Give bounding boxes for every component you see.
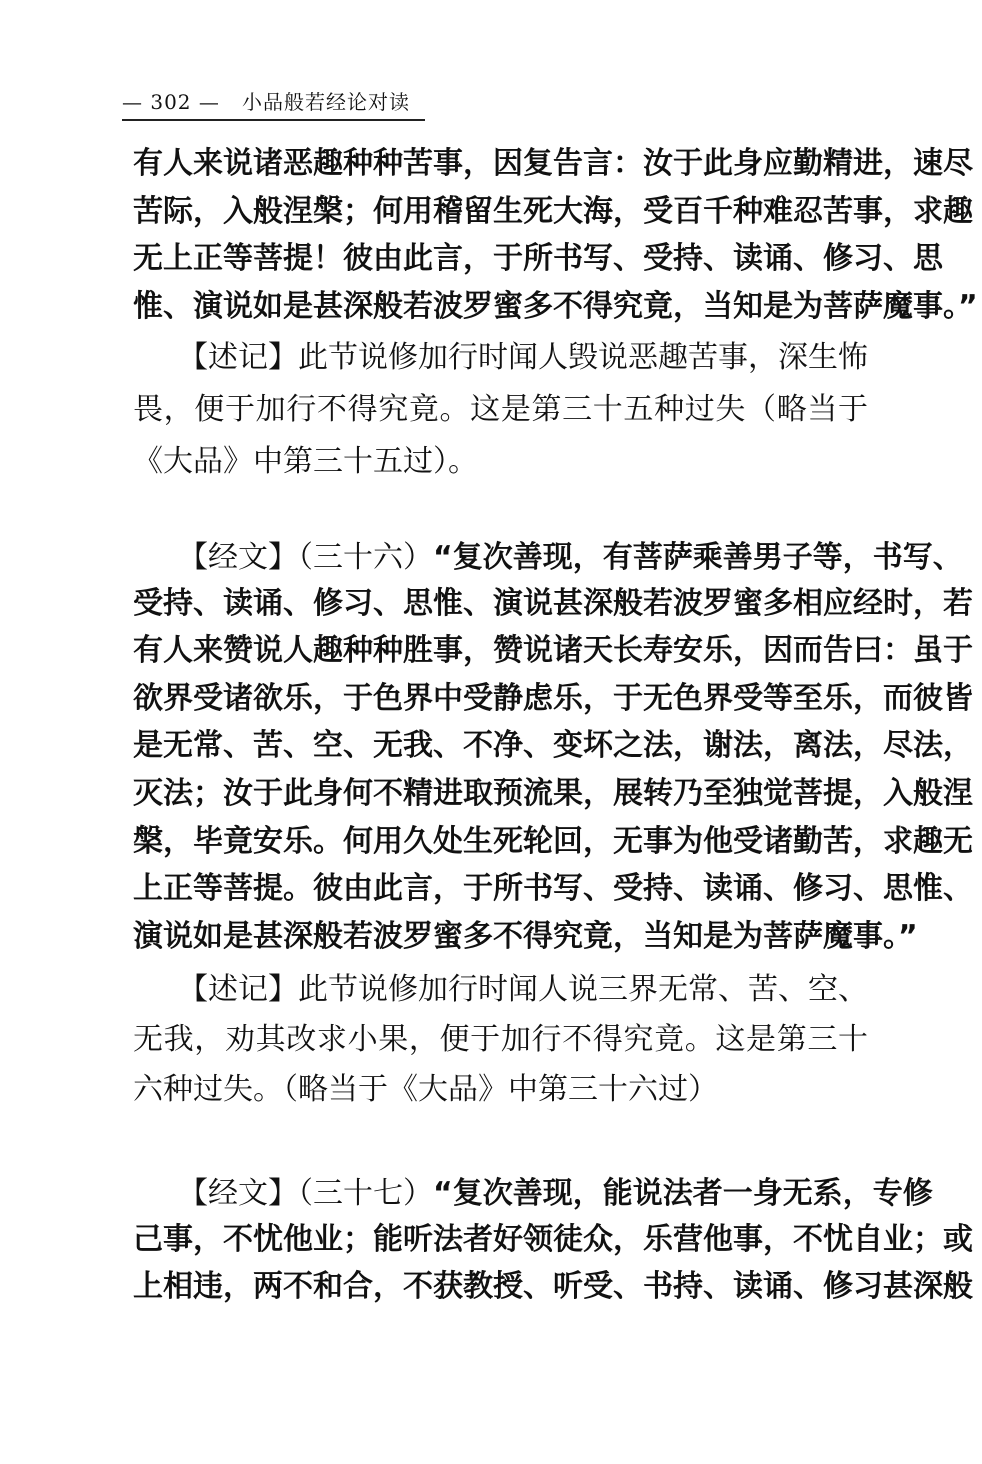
text-line: 受持、读诵、修习、思惟、演说甚深般若波罗蜜多相应经时，若	[133, 585, 973, 621]
text-line: 灭法；汝于此身何不精进取预流果，展转乃至独觉菩提，入般涅	[133, 775, 973, 811]
page-number: — 302 —	[122, 90, 220, 114]
text-line: 无我，劝其改求小果，便于加行不得究竟。这是第三十	[133, 1022, 868, 1057]
text-line: 有人来赞说人趣种种胜事，赞说诸天长寿安乐，因而告曰：虽于	[133, 633, 973, 669]
sutra-36	[133, 532, 973, 960]
running-header	[122, 86, 425, 121]
text-line: 《大品》中第三十五过）。	[133, 444, 478, 479]
text-line: 【述记】此节说修加行时闻人说三界无常、苦、空、	[178, 972, 868, 1007]
text-line: 惟、演说如是甚深般若波罗蜜多不得究竟，当知是为菩萨魔事。”	[133, 288, 978, 324]
commentary-36	[133, 965, 868, 1115]
text-line: 上相违，两不和合，不获教授、听受、书持、读诵、修习甚深般	[133, 1269, 973, 1305]
commentary-tag: 【述记】	[178, 340, 298, 375]
sutra-continuation	[133, 140, 978, 330]
text-line: 是无常、苦、空、无我、不净、变坏之法，谢法，离法，尽法，	[133, 728, 973, 764]
text-line: 己事，不忧他业；能听法者好领徒众，乐营他事，不忧自业；或	[133, 1221, 973, 1257]
commentary-tag: 【述记】	[178, 972, 298, 1007]
text-line: 槃，毕竟安乐。何用久处生死轮回，无事为他受诸勤苦，求趣无	[133, 823, 973, 859]
section-number: （三十七）	[298, 1176, 433, 1211]
book-title: 小品般若经论对读	[241, 90, 410, 114]
text-line: 【经文】（三十七）“复次善现，能说法者一身无系，专修	[178, 1176, 933, 1211]
text-line: 无上正等菩提！彼由此言，于所书写、受持、读诵、修习、思	[133, 241, 943, 277]
text-line: 【述记】此节说修加行时闻人毁说恶趣苦事，深生怖	[178, 340, 868, 375]
text-line: 欲界受诸欲乐，于色界中受静虑乐，于无色界受等至乐，而彼皆	[133, 680, 973, 716]
sutra-37	[133, 1168, 973, 1311]
text-line: 有人来说诸恶趣种种苦事，因复告言：汝于此身应勤精进，速尽	[133, 146, 973, 181]
text-line: 畏，便于加行不得究竟。这是第三十五种过失（略当于	[133, 392, 868, 427]
text-line: 苦际，入般涅槃；何用稽留生死大海，受百千种难忍苦事，求趣	[133, 193, 973, 229]
sutra-tag: 【经文】	[178, 1176, 298, 1211]
text-line: 演说如是甚深般若波罗蜜多不得究竟，当知是为菩萨魔事。”	[133, 918, 918, 954]
sutra-tag: 【经文】	[178, 540, 298, 575]
text-line: 【经文】（三十六）“复次善现，有菩萨乘善男子等，书写、	[178, 540, 963, 575]
text-line: 六种过失。（略当于《大品》中第三十六过）	[133, 1072, 718, 1107]
commentary-35	[133, 332, 868, 488]
text-line: 上正等菩提。彼由此言，于所书写、受持、读诵、修习、思惟、	[133, 871, 973, 907]
section-number: （三十六）	[298, 540, 433, 575]
